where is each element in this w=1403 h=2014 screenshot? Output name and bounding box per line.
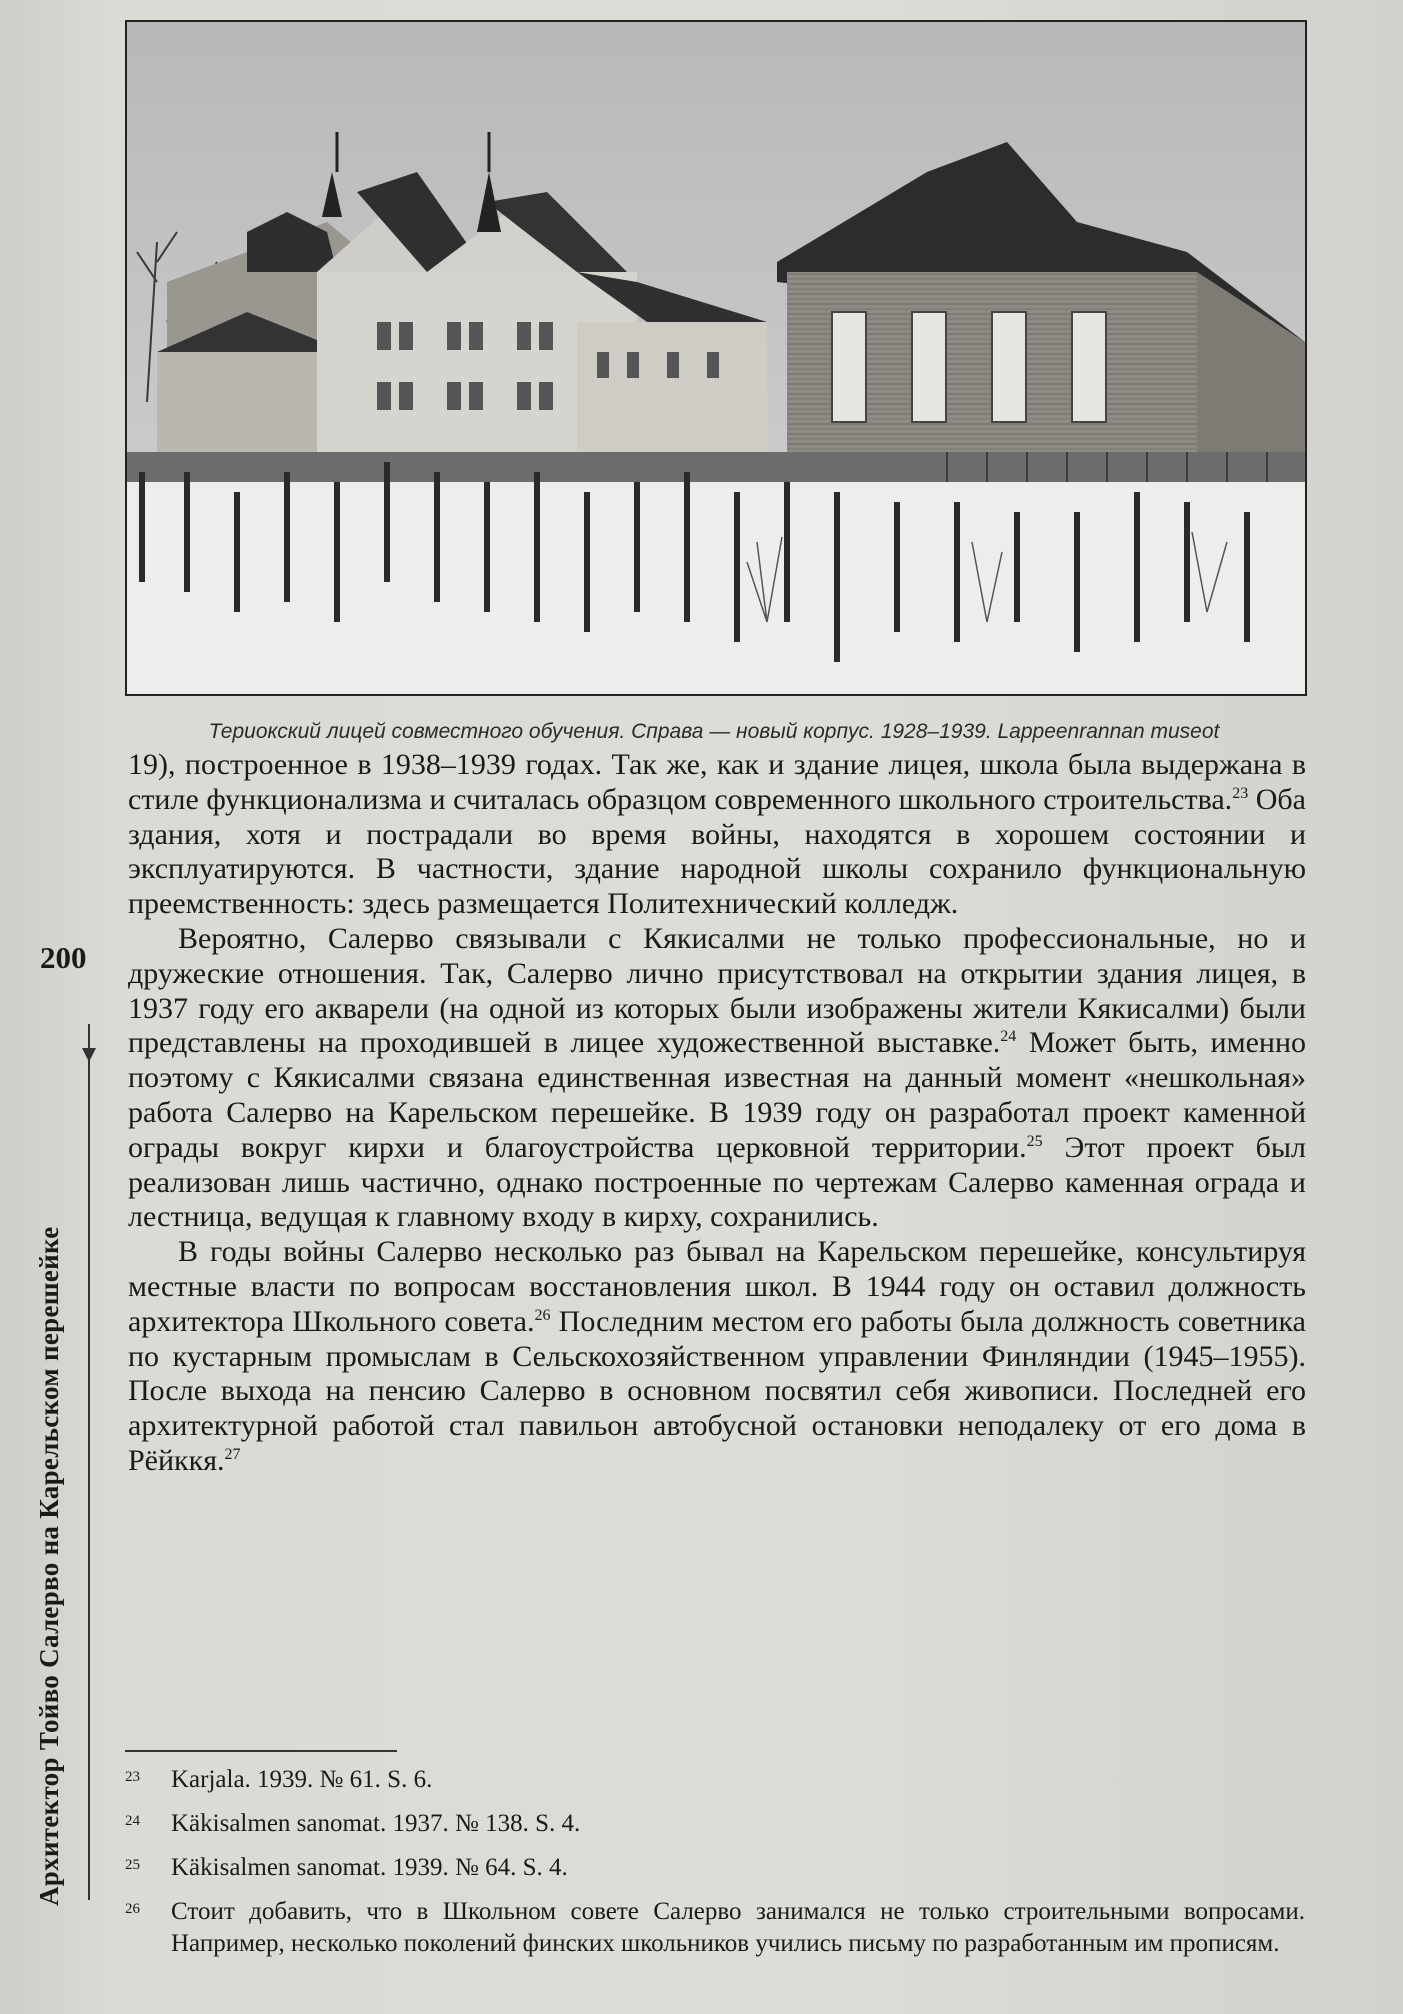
footnote-number: 25 bbox=[125, 1857, 140, 1873]
footnote-text: Стоит добавить, что в Школьном совете Салерво занимался не только строительными вопросами. Например, несколько поколений финских школьников учились письму по разработанным им прописям. bbox=[171, 1898, 1305, 1957]
paragraph bbox=[128, 1235, 1306, 1479]
footnote-number: 24 bbox=[125, 1813, 140, 1829]
footnote bbox=[125, 1896, 1305, 1960]
side-rule bbox=[88, 1060, 90, 1900]
text-run: В годы войны Салерво несколько раз бывал на Карельском перешейке, консультируя местные власти по вопросам восстановления школ. В 1944 году он оставил должность архитектора Школьного совета. bbox=[128, 1235, 1306, 1338]
main-text bbox=[128, 748, 1306, 1479]
text-run: Вероятно, Салерво связывали с Кякисалми не только профессиональные, но и дружеские отношения. Так, Салерво лично присутствовал на открытии здания лицея, в 1937 году его акварели (на одной из которых были изображены жители Кякисалми) были представлены на проходившей в лицее художественной выставке. bbox=[128, 921, 1306, 1060]
arrow-down-icon bbox=[78, 1024, 100, 1064]
footnote bbox=[125, 1852, 1305, 1884]
footnote-ref: 25 bbox=[1026, 1132, 1043, 1150]
footnote-number: 26 bbox=[125, 1901, 140, 1917]
footnote-ref: 24 bbox=[1000, 1028, 1017, 1046]
footnote-divider bbox=[125, 1750, 397, 1752]
school-photo-illustration bbox=[127, 22, 1305, 694]
paragraph bbox=[128, 748, 1306, 922]
footnote-number: 23 bbox=[125, 1769, 140, 1785]
footnote-ref: 23 bbox=[1232, 784, 1249, 802]
footnote bbox=[125, 1808, 1305, 1840]
footnote-text: Käkisalmen sanomat. 1939. № 64. S. 4. bbox=[171, 1854, 568, 1881]
footnote-ref: 27 bbox=[224, 1445, 241, 1463]
photo-caption: Териокский лицей совместного обучения. Справа — новый корпус. 1928–1939. Lappeenrannan museot bbox=[208, 720, 1220, 743]
footnote-text: Käkisalmen sanomat. 1937. № 138. S. 4. bbox=[171, 1810, 581, 1837]
text-run: 19), построенное в 1938–1939 годах. Так же, как и здание лицея, школа была выдержана в стиле функционализма и считалась образцом современного школьного строительства. bbox=[128, 748, 1306, 816]
footnote-text: Karjala. 1939. № 61. S. 6. bbox=[171, 1766, 433, 1793]
footnote-ref: 26 bbox=[534, 1306, 551, 1324]
text-run: Оба здания, хотя и пострадали во время войны, находятся в хорошем состоянии и эксплуатируются. В частности, здание народной школы сохранило функциональную преемственность: здесь размещается Политехнический колледж. bbox=[128, 782, 1306, 921]
running-title: Архитектор Тойво Салерво на Карельском перешейке bbox=[34, 1226, 64, 1906]
text-run: Последним местом его работы была должность советника по кустарным промыслам в Сельскохозяйственном управлении Финляндии (1945–1955). После выхода на пенсию Салерво в основном посвятил себя живописи. Последней его архитектурной работой стал павильон автобусной остановки неподалеку от его дома в Рёйккя. bbox=[128, 1304, 1306, 1477]
footnotes bbox=[125, 1764, 1305, 1972]
footnote bbox=[125, 1764, 1305, 1796]
text-run: Может быть, именно поэтому с Кякисалми связана единственная известная на данный момент «нешкольная» работа Салерво на Карельском перешейке. В 1939 году он разработал проект каменной ограды вокруг кирхи и благоустройства церковной территории. bbox=[128, 1026, 1306, 1164]
page-number: 200 bbox=[40, 940, 87, 975]
text-run: Этот проект был реализован лишь частично, однако построенные по чертежам Салерво каменная ограда и лестница, ведущая к главному входу в кирху, сохранились. bbox=[128, 1130, 1306, 1234]
paragraph bbox=[128, 922, 1306, 1235]
school-photo bbox=[125, 20, 1307, 696]
